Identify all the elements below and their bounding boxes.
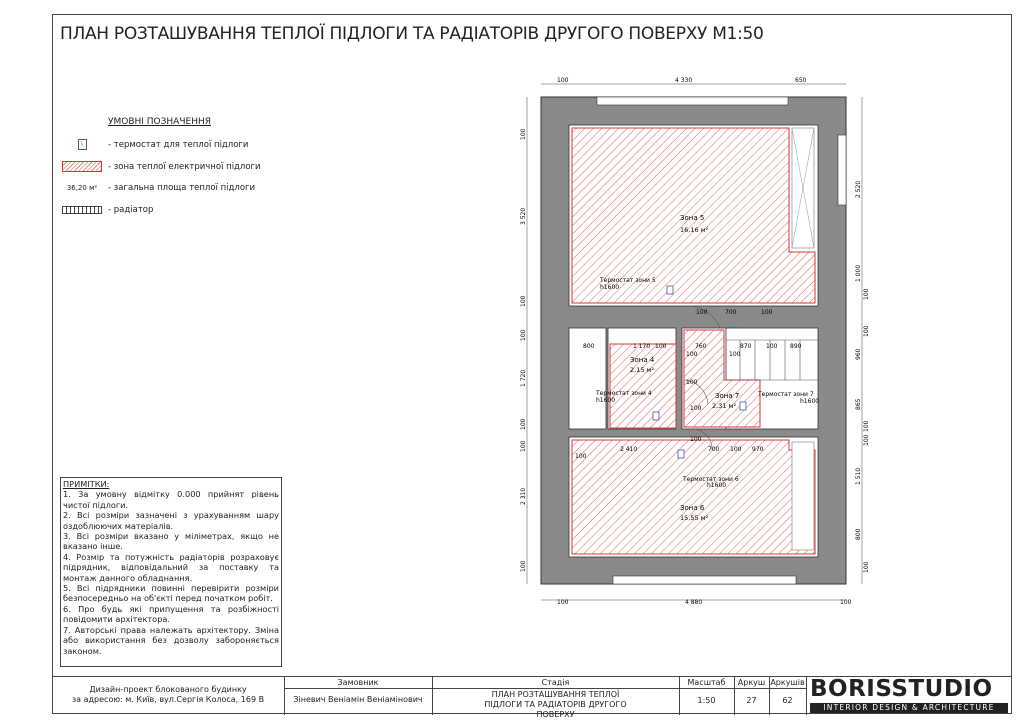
dim-inner: 870 [740,343,752,350]
dim-left: 3 520 [520,207,527,225]
thermostat-icon [740,402,746,410]
stage-value: ПЛАН РОЗТАШУВАННЯ ТЕПЛОЇ ПІДЛОГИ ТА РАДІАТОРІВ ДРУГОГО ПОВЕРХУ [484,690,627,719]
project-name: Дизайн-проект блокованого будинку [89,685,247,694]
brand-logo [806,676,1012,714]
dim-top: 650 [795,77,807,84]
zone-5-name: Зона 5 [680,214,705,222]
dim-right: 800 [855,528,862,540]
window-right-top [838,135,846,205]
dim-inner: 100 [575,453,587,460]
dim-inner: 2 410 [620,446,638,453]
thermostat-icon [678,450,684,458]
dim-inner: 100 [690,436,702,443]
zone-7-area: 2,31 м² [712,402,737,410]
zone-4-area: 2,15 м² [630,366,655,374]
dim-right: 865 [855,398,862,410]
dim-inner: 100 [686,379,698,386]
dim-top: 100 [557,77,569,84]
thermostat-icon: i [78,139,87,150]
window-bottom [613,576,796,584]
sheet-heading: Аркуш [737,678,766,687]
thermostat-label: Термостат зони 6 [683,476,739,483]
notes-heading: ПРИМІТКИ: [63,479,110,489]
area-sample: 36,20 м² [66,184,98,192]
scale-value: 1:50 [697,696,716,705]
note-item: 6. Про будь які припущення та розбіжності повідомити архітектора. [63,603,279,625]
sheet-value: 27 [746,696,757,705]
dim-inner: 970 [752,446,764,453]
thermostat-height: h1600 [596,397,616,404]
legend-text: - радіатор [108,205,154,215]
dim-left: 100 [520,560,527,572]
note-item: 3. Всі розміри вказано у міліметрах, якщо не вказано інше. [63,531,279,552]
dim-left: 2 310 [520,487,527,505]
dim-left: 100 [520,440,527,452]
dim-right: 100 [863,434,870,446]
zone-6-area: 15,55 м² [680,514,709,522]
dim-inner: 890 [790,343,802,350]
dim-inner: 100 [766,343,778,350]
thermostat-icon [667,286,673,294]
dim-right: 1 000 [855,264,862,282]
thermostat-height: h1600 [707,482,727,489]
dim-top: 4 330 [675,77,693,84]
dim-left: 1 720 [520,369,527,387]
thermostat-label: Термостат зони 5 [600,277,656,284]
customer-heading: Замовник [337,678,379,687]
stage-heading: Стадія [541,678,570,687]
dim-left: 100 [520,329,527,341]
thermostat-label: Термостат зони 7 [758,391,814,398]
note-item: 7. Авторські права належать архітектору. Зміна або використання без дозволу забороняється законом. [63,624,279,656]
page-title: ПЛАН РОЗТАШУВАННЯ ТЕПЛОЇ ПІДЛОГИ ТА РАДІАТОРІВ ДРУГОГО ПОВЕРХУ М1:50 [60,24,764,44]
legend-text: - загальна площа теплої підлоги [108,183,256,193]
dim-right: 100 [863,325,870,337]
sheets-heading: Аркушів [770,678,805,687]
dim-inner: 100 [761,309,773,316]
dim-right: 2 520 [855,180,862,198]
customer-name: Зіневич Веніамін Веніамінович [293,695,423,704]
zone-6-name: Зона 6 [680,504,705,512]
dim-inner: 700 [725,309,737,316]
zone-4-name: Зона 4 [630,356,655,364]
legend-text: - термостат для теплої підлоги [108,139,249,150]
dim-inner: 100 [696,309,708,316]
dim-inner: 100 [686,351,698,358]
thermostat-icon [653,412,659,420]
dim-left: 100 [520,128,527,140]
dim-inner: 1 170 [633,343,651,350]
dim-right: 100 [863,288,870,300]
dim-left: 100 [520,295,527,307]
legend-text: - зона теплої електричної підлоги [108,161,261,172]
note-item: 5. Всі підрядники повинні перевірити розміри безпосередньо на об'єкті перед початком робіт. [63,583,279,604]
dim-left: 100 [520,418,527,430]
note-item: 1. За умовну відмітку 0.000 прийнят рівень чистої підлоги. [63,489,279,510]
dim-inner: 100 [690,405,702,412]
project-address: за адресою: м. Київ, вул.Сергія Колоса, 169 В [71,695,265,704]
dim-bottom: 4 880 [685,599,703,606]
note-item: 2. Всі розміри зазначені з урахуванням шару оздоблюючих матеріалів. [63,510,279,531]
zone-7-name: Зона 7 [715,392,740,400]
dim-inner: 100 [655,343,667,350]
thermostat-label: Термостат зони 4 [596,390,652,397]
dim-bottom: 100 [557,599,569,606]
dim-right: 960 [855,348,862,360]
dim-right: 100 [863,561,870,573]
window-top [597,97,788,105]
radiator [792,442,814,550]
note-item: 4. Розмір та потужність радіаторів розраховує підрядник, відповідальний за поставку та монтаж данного обладнання. [63,551,279,583]
sheets-value: 62 [782,696,793,705]
scale-heading: Масштаб [687,678,726,687]
zone-5-area: 16,16 м² [680,226,709,234]
thermostat-height: h1600 [600,284,620,291]
dim-inner: 100 [729,351,741,358]
dim-bottom: 100 [840,599,852,606]
brand-name: BORISSTUDIO [810,676,993,702]
dim-right: 100 [863,420,870,432]
dim-inner: 800 [583,343,595,350]
dim-inner: 760 [695,343,707,350]
legend-heading: УМОВНІ ПОЗНАЧЕННЯ [108,117,211,127]
dim-right: 1 510 [855,467,862,485]
thermostat-height: h1600 [800,398,820,405]
brand-tagline: INTERIOR DESIGN & ARCHITECTURE [810,703,1008,713]
dim-inner: 700 [708,446,720,453]
zone-6-hatch [572,440,815,554]
dim-inner: 100 [730,446,742,453]
